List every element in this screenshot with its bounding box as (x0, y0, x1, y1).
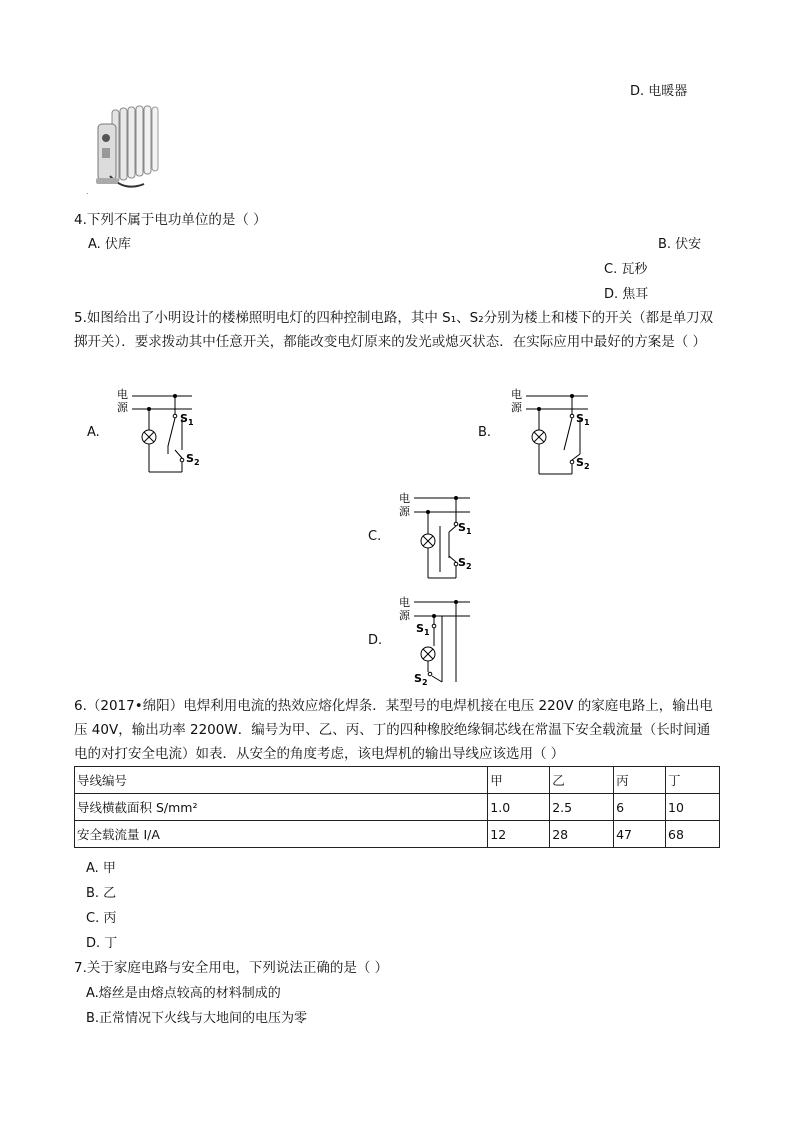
table-cell: 导线编号 (75, 767, 488, 794)
q4-stem: 4.下列不属于电功单位的是（ ） (74, 212, 267, 228)
table-cell: 安全载流量 I/A (75, 821, 488, 848)
q6-stem: 6.（2017•绵阳）电焊利用电流的热效应熔化焊条．某型号的电焊机接在电压 220V 的家庭电路上，输出电压 40V，输出功率 2200W．编号为甲、乙、丙、丁的四种橡胶绝缘铜芯线在常温下安全载流量（长时间通电的对打安全电流）如表．从安全的角度考虑，该电焊机的输出导线应该选用（ ） (74, 698, 713, 762)
circuit-d (394, 592, 486, 688)
table-cell: 47 (614, 821, 666, 848)
q5-label-b: B. (478, 425, 492, 440)
q4-option-c: C. 瓦秒 (604, 262, 648, 277)
power-label-top: 电 (117, 388, 128, 401)
svg-text:电: 电 (511, 388, 522, 401)
heater-dial-icon (102, 134, 110, 142)
svg-text:1: 1 (466, 527, 472, 536)
q6-option-a: A. 甲 (86, 861, 116, 876)
svg-text:S: S (414, 672, 422, 685)
svg-text:源: 源 (511, 401, 522, 414)
svg-text:S: S (576, 456, 584, 469)
q4-option-b: B. 伏安 (658, 237, 702, 252)
q6-option-b: B. 乙 (86, 886, 117, 901)
q5-label-c: C. (368, 529, 382, 544)
table-cell: 甲 (488, 767, 550, 794)
svg-text:1: 1 (188, 418, 194, 427)
svg-text:2: 2 (194, 458, 200, 467)
switch-s2-label: S (186, 452, 194, 465)
table-cell: 1.0 (488, 794, 550, 821)
svg-text:S: S (576, 412, 584, 425)
power-label-bottom: 源 (117, 401, 128, 414)
table-row (75, 767, 720, 794)
q5-label-d: D. (368, 633, 383, 648)
heater-fins (112, 106, 158, 182)
table-cell: 丁 (666, 767, 720, 794)
svg-text:S: S (458, 521, 466, 534)
wire-spec-table (74, 766, 720, 848)
circuit-a (112, 384, 204, 480)
svg-text:2: 2 (422, 678, 428, 687)
table-row (75, 794, 720, 821)
q3-option-d: D. 电暖器 (630, 84, 688, 99)
q7-option-b: B.正常情况下火线与大地间的电压为零 (86, 1011, 308, 1026)
switch-s1-label: S (180, 412, 188, 425)
circuit-c (394, 488, 486, 584)
svg-text:S: S (416, 622, 424, 635)
circuit-b (506, 384, 598, 480)
svg-text:源: 源 (399, 609, 410, 622)
switch-s2-blade (175, 450, 182, 458)
svg-text:2: 2 (466, 562, 472, 571)
svg-text:1: 1 (584, 418, 590, 427)
svg-text:2: 2 (584, 462, 590, 471)
q4-option-a: A. 伏库 (88, 237, 131, 252)
table-cell: 乙 (550, 767, 614, 794)
table-cell: 导线横截面积 S/mm² (75, 794, 488, 821)
q6-option-c: C. 丙 (86, 911, 117, 926)
svg-text:源: 源 (399, 505, 410, 518)
svg-text:电: 电 (399, 492, 410, 505)
table-cell: 6 (614, 794, 666, 821)
table-cell: 丙 (614, 767, 666, 794)
electric-heater-image (84, 104, 164, 196)
q5-label-a: A. (87, 425, 100, 440)
svg-text:1: 1 (424, 628, 430, 637)
q6-option-d: D. 丁 (86, 936, 118, 951)
q4-option-d: D. 焦耳 (604, 287, 649, 302)
table-cell: 2.5 (550, 794, 614, 821)
table-cell: 28 (550, 821, 614, 848)
table-row (75, 821, 720, 848)
q7-stem: 7.关于家庭电路与安全用电，下列说法正确的是（ ） (74, 960, 389, 976)
svg-text:S: S (458, 556, 466, 569)
q7-option-a: A.熔丝是由熔点较高的材料制成的 (86, 986, 281, 1001)
table-cell: 68 (666, 821, 720, 848)
q5-stem: 5.如图给出了小明设计的楼梯照明电灯的四种控制电路，其中 S₁、S₂分别为楼上和楼下的开关（都是单刀双掷开关）．要求拨动其中任意开关，都能改变电灯原来的发光或熄灭状态．在实际应用中最好的方案是（ ） (74, 310, 714, 350)
table-cell: 12 (488, 821, 550, 848)
svg-text:电: 电 (399, 596, 410, 609)
switch-s1-blade (168, 418, 175, 446)
table-cell: 10 (666, 794, 720, 821)
svg-text:.: . (86, 187, 89, 196)
